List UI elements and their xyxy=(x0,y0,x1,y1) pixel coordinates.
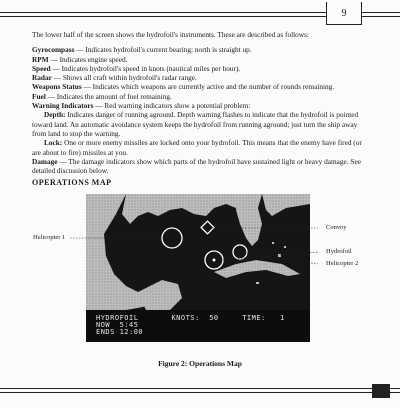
item-rpm: RPM — Indicates engine speed. xyxy=(32,54,128,64)
callout-convoy: Convoy xyxy=(326,224,347,231)
item-speed: Speed — Indicates hydrofoil's speed in knots (nautical miles per hour). xyxy=(32,63,241,73)
callout-helicopter-1: Helicopter 1 xyxy=(33,234,66,241)
leader-hydrofoil xyxy=(220,252,318,260)
hud-now-value: 5:45 xyxy=(119,321,139,329)
footer-rule xyxy=(0,388,400,389)
item-fuel: Fuel — Indicates the amount of fuel remaining. xyxy=(32,91,172,101)
footer-rule-secondary xyxy=(0,392,400,393)
hud-knots-value: 50 xyxy=(209,314,219,322)
callout-hydrofoil: Hydrofoil xyxy=(326,248,352,255)
hud-title: HYDROFOIL xyxy=(96,314,139,322)
hud-ends-value: 12:00 xyxy=(119,328,144,336)
hud-knots-label: KNOTS: xyxy=(171,314,200,322)
callout-helicopter-2: Helicopter 2 xyxy=(326,260,359,267)
hud-now-label: NOW xyxy=(96,321,111,329)
item-lock: Lock: One or more enemy missiles are locked onto your hydrofoil. This means that the enemy have fired (or are about to fire) missiles at you. xyxy=(32,138,362,157)
section-title: OPERATIONS MAP xyxy=(32,178,112,187)
item-radar: Radar — Shows all craft within hydrofoil's radar range. xyxy=(32,73,197,83)
item-weapons-status: Weapons Status — Indicates which weapons are currently active and the number of rounds remaining. xyxy=(32,82,335,92)
leader-helicopter-2 xyxy=(240,252,318,264)
page-number-text: 9 xyxy=(341,7,347,19)
item-gyrocompass: Gyrocompass — Indicates hydrofoil's current bearing; north is straight up. xyxy=(32,45,252,55)
hud-time-label: TIME: xyxy=(242,314,266,322)
intro-paragraph: The lower half of the screen shows the hydrofoil's instruments. These are described as follows: xyxy=(32,30,309,39)
item-warning-indicators: Warning Indicators — Red warning indicators show a potential problem: xyxy=(32,101,251,111)
hud-time-value: 1 xyxy=(279,314,285,322)
item-depth: Depth: Indicates danger of running aground. Depth warning flashes to indicate that the hydrofoil is pointed toward land. An automatic avoidance system keeps the hydrofoil from running aground; just turn the ship away from land to stop the warning. xyxy=(32,110,359,138)
hud-ends-label: ENDS xyxy=(96,328,115,336)
item-damage: Damage — The damage indicators show which parts of the hydrofoil have sustained light or heavy damage. See detailed discussion below. xyxy=(32,156,361,176)
figure-caption: Figure 2: Operations Map xyxy=(158,359,242,368)
footer-block xyxy=(372,384,390,398)
